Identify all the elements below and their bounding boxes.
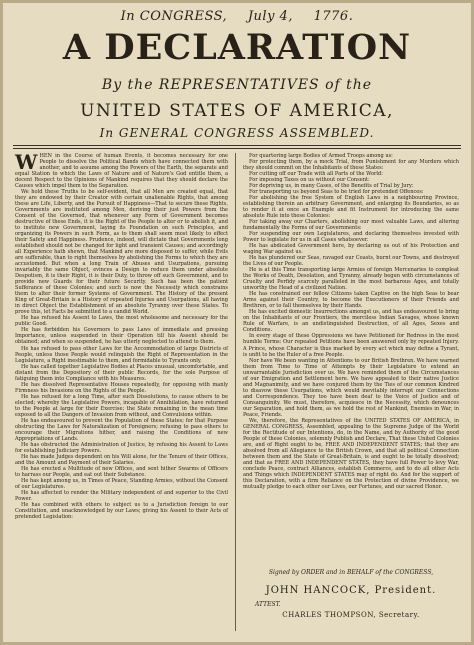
document-title: A DECLARATION: [62, 27, 412, 68]
paragraph: He has made Judges dependent on his Will alone, for the Tenure of their Offices, and the Amount and Payment of their Salaries.: [15, 453, 228, 466]
broadside-sheet: [3, 3, 471, 642]
president-signature: JOHN HANCOCK, President.: [265, 585, 437, 596]
paragraph: He has called together Legislative Bodies at Places unusual, uncomfortable, and distant from the Depository of their public Records, for the sole Purpose of fatiguing them into Compliance with his Measures.: [15, 363, 228, 382]
paragraph: For quartering large Bodies of Armed Troops among us:: [249, 153, 393, 159]
paragraph: He has erected a Multitude of new Offices, and sent hither Swarms of Officers to harrass our People, and eat out their Substance.: [15, 465, 228, 478]
paragraph: He has endeavoured to prevent the Population of these States; for that Purpose obstructing the Laws for Naturalization of Foreigners; refusing to pass others to encourage their Migrations hither, and raising the Conditions of new Appropriations of Lands.: [15, 417, 228, 442]
dateline-date: July 4,: [247, 9, 293, 24]
header-rule-thin: [13, 148, 461, 149]
paragraph: He has refused his Assent to Laws, the most wholesome and necessary for the public Good.: [15, 315, 228, 328]
byline: By the REPRESENTATIVES of the: [101, 77, 373, 93]
secretary-signature: CHARLES THOMPSON, Secretary.: [282, 611, 420, 619]
paragraph: For abolishing the free System of English Laws in a neighbouring Province, establishing therein an arbitrary Government, and enlarging its Boundaries, so as to render it at once an Example and fit Instrument for introducing the same absolute Rule into these Colonies:: [243, 195, 459, 220]
paragraph: For transporting us beyond Seas to be tried for pretended Offences:: [249, 189, 424, 196]
paragraph: HEN in the Course of human Events, it becomes necessary for one People to dissolve the Political Bands which have connected them with another, and to assume among the Powers of the Earth, the separate and equal Station to which the Laws of Nature and of Nature's God entitle them, a decent Respect to the Opinions of Mankind requires that they should declare the Causes which impel them to the Separation.: [15, 153, 228, 190]
dateline-year: 1776.: [313, 9, 354, 24]
paragraph: He has combined with others to subject us to a Jurisdiction foreign to our Constitution, and unacknowledged by our Laws; giving his Assent to their Acts of pretended Legislation:: [15, 501, 228, 520]
paragraph: He has excited domestic Insurrections amongst us, and has endeavoured to bring on the Inhabitants of our Frontiers, the merciless Indian Savages, whose known Rule of Warfare, is an undistinguished Destruction, of all Ages, Sexes and Conditions.: [243, 309, 459, 334]
paragraph: We, therefore, the Representatives of the UNITED STATES OF AMERICA, in GENERAL CONGRESS, Assembled, appealing to the Supreme Judge of the World for the Rectitude of our Intentions, do, in the Name, and by Authority of the good People of these Colonies, solemnly Publish and Declare, That these United Colonies are, and of Right ought to be, FREE AND INDEPENDENT STATES; that they are absolved from all Allegiance to the British Crown, and that all political Connection between them and the State of Great-Britain, is and ought to be totally dissolved; and that as FREE AND INDEPENDENT STATES, they have full Power to levy War, conclude Peace, contract Alliances, establish Commerce, and to do all other Acts and Things which INDEPENDENT STATES may of right do. And for the support of this Declaration, with a firm Reliance on the Protection of divine Providence, we mutually pledge to each other our Lives, our Fortunes, and our sacred Honor.: [243, 417, 459, 490]
paragraph: He has constrained our fellow Citizens taken Captive on the high Seas to bear Arms against their Country, to become the Executioners of their Friends and Brethren, or to fall themselves by their Hands.: [243, 291, 459, 310]
paragraph: He has dissolved Representative Houses repeatedly, for opposing with manly Firmness his Invasions on the Rights of the People.: [15, 381, 228, 394]
paragraph: He is at this Time transporting large Armies of foreign Mercenaries to compleat the Works of Death, Desolation, and Tyranny, already begun with circumstances of Cruelty and Perfidy scarcely paralleled in the most barbarous Ages, and totally unworthy the Head of a civilized Nation.: [243, 267, 459, 292]
paragraph: For suspending our own Legislatures, and declaring themselves invested with Power to legislate for us in all Cases whatsoever.: [243, 231, 459, 244]
paragraph: He has refused to pass other Laws for the Accommodation of large Districts of People, unless those People would relinquish the Right of Representation in the Legislature, a Right inestimable to them, and formidable to Tyrants only.: [15, 345, 228, 364]
nation-heading: UNITED STATES OF AMERICA,: [80, 101, 394, 121]
paragraph: He has refused for a long Time, after such Dissolutions, to cause others to be elected; whereby the Legislative Powers, incapable of Annihilation, have returned to the People at large for their Exercise; the State remaining in the mean time exposed to all the Dangers of Invasion from without, and Convulsions within.: [15, 393, 228, 418]
dateline-place: In CONGRESS,: [120, 9, 228, 24]
paragraph: For depriving us, in many Cases, of the Benefits of Trial by Jury:: [249, 183, 414, 190]
paragraph: For protecting them, by a mock Trial, from Punishment for any Murders which they should commit on the Inhabitants of these States:: [243, 159, 459, 172]
paragraph: For taking away our Charters, abolishing our most valuable Laws, and altering fundamentally the Forms of our Governments:: [243, 219, 459, 232]
paragraph: He has forbidden his Governors to pass Laws of immediate and pressing Importance, unless suspended in their Operation till his Assent should be obtained; and when so suspended, he has utterly neglected to attend to them.: [15, 327, 228, 346]
left-column: [15, 150, 228, 520]
assembly-heading: In GENERAL CONGRESS ASSEMBLED.: [99, 126, 375, 140]
paragraph: Nor have We been wanting in Attentions to our British Brethren. We have warned them from Time to Time of Attempts by their Legislature to extend an unwarrantable Jurisdiction over us. We have reminded them of the Circumstances of our Emigration and Settlement here. We have appealed to their native Justice and Magnanimity, and we have conjured them by the Ties of our common Kindred to disavow these Usurpations, which would inevitably interrupt our Connections and Correspondence. They too have been deaf to the Voice of Justice and of Consanguinity. We must, therefore, acquiesce in the Necessity, which denounces our Separation, and hold them, as we hold the rest of Mankind, Enemies in War, in Peace, Friends.: [243, 357, 459, 418]
drop-cap: W: [15, 150, 38, 174]
paragraph: For cutting off our Trade with all Parts of the World:: [249, 171, 383, 178]
paragraph: He has abdicated Government here, by declaring us out of his Protection and waging War against us.: [243, 243, 459, 256]
paragraph: He has obstructed the Administration of Justice, by refusing his Assent to Laws for establishing Judiciary Powers.: [15, 441, 228, 454]
header-rule: [13, 145, 461, 146]
paragraph: In every stage of these Oppressions we have Petitioned for Redress in the most humble Terms: Our repeated Petitions have been answered only by repeated Injury. A Prince, whose Character is thus marked by every act which may define a Tyrant, is unfit to be the Ruler of a free People.: [243, 333, 459, 358]
dateline: [3, 9, 471, 24]
paragraph: We hold these Truths to be self-evident, that all Men are created equal, that they are endowed by their Creator with certain unalienable Rights, that among these are Life, Liberty, and the Pursuit of Happiness—That to secure these Rights, Governments are instituted among Men, deriving their just Powers from the Consent of the Governed, that whenever any Form of Government becomes destructive of these Ends, it is the Right of the People to alter or to abolish it, and to institute new Government, laying its Foundation on such Principles, and organizing its Powers in such Form, as to them shall seem most likely to effect their Safety and Happiness. Prudence, indeed, will dictate that Governments long established should not be changed for light and transient Causes; and accordingly all Experience hath shewn, that Mankind are more disposed to suffer, while Evils are sufferable, than to right themselves by abolishing the Forms to which they are accustomed. But when a long Train of Abuses and Usurpations, pursuing invariably the same Object, evinces a Design to reduce them under absolute Despotism, it is their Right, it is their Duty, to throw off such Government, and to provide new Guards for their future Security. Such has been the patient Sufferance of these Colonies; and such is now the Necessity which constrains them to alter their former Systems of Government. The History of the present King of Great-Britain is a History of repeated Injuries and Usurpations, all having in direct Object the Establishment of an absolute Tyranny over these States. To prove this, let Facts be submitted to a candid World.: [15, 189, 228, 316]
right-column: [243, 153, 459, 490]
paragraph: For imposing Taxes on us without our Consent:: [249, 177, 370, 184]
paragraph: He has plundered our Seas, ravaged our Coasts, burnt our Towns, and destroyed the Lives of our People.: [243, 255, 459, 268]
attest-label: ATTEST.: [255, 601, 281, 608]
paragraph: He has affected to render the Military independent of and superior to the Civil Power.: [15, 489, 228, 502]
signed-by-line: Signed by ORDER and in BEHALF of the CONGRESS,: [268, 569, 434, 576]
column-divider: [235, 153, 236, 631]
paragraph: He has kept among us, in Times of Peace, Standing Armies, without the Consent of our Legislatures.: [15, 477, 228, 490]
